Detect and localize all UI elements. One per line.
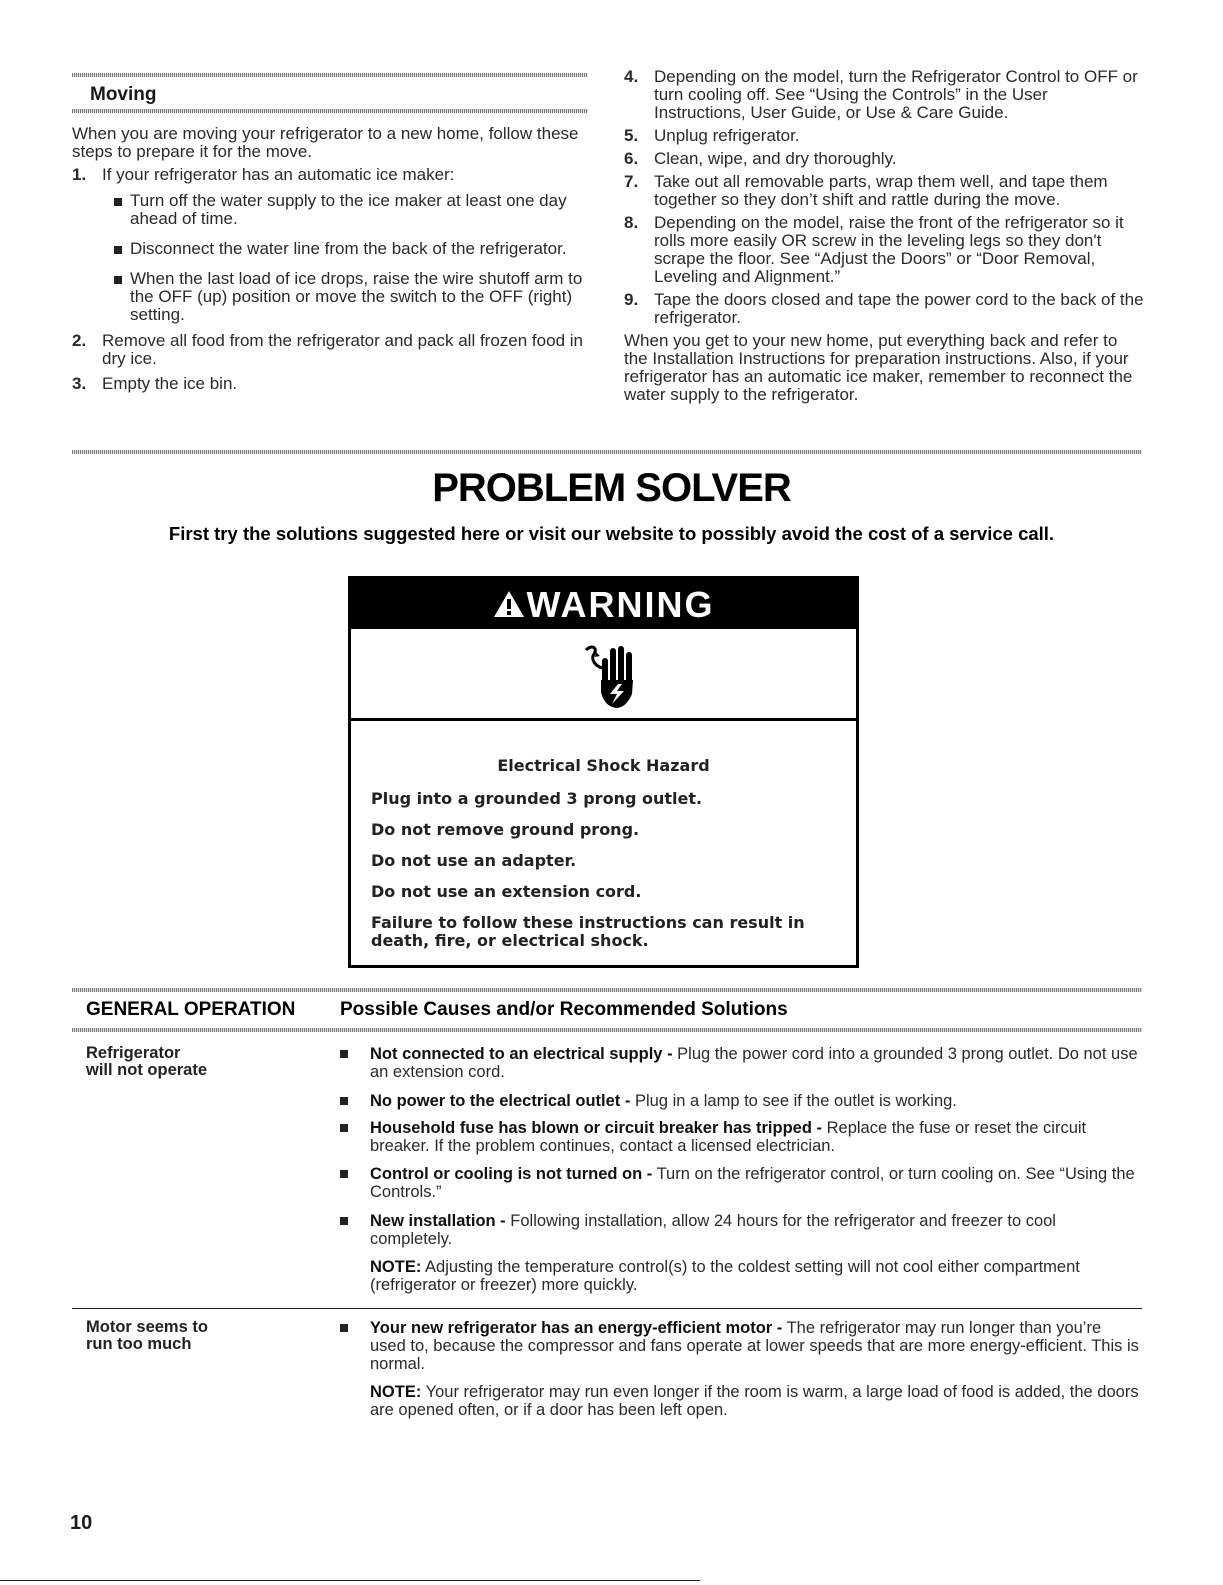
moving-step bbox=[624, 127, 1144, 145]
page-number: 10 bbox=[70, 1512, 93, 1534]
warning-header bbox=[351, 579, 856, 629]
step-text: Depending on the model, raise the front of the refrigerator so it rolls more easily OR screw in the leveling legs so they don't scrape the floor. See “Adjust the Doors” or “Door Removal, Leveling and Alignment.” bbox=[654, 213, 1124, 286]
page-title: PROBLEM SOLVER bbox=[432, 466, 791, 510]
step-text: Remove all food from the refrigerator and pack all frozen food in dry ice. bbox=[102, 331, 583, 368]
moving-intro: When you are moving your refrigerator to a new home, follow these steps to prepare it for the move. bbox=[72, 124, 579, 161]
step-text: Depending on the model, turn the Refrigerator Control to OFF or turn cooling off. See “Using the Controls” in the User Instructions, User Guide, or Use & Care Guide. bbox=[654, 67, 1138, 122]
step-text: Clean, wipe, and dry thoroughly. bbox=[654, 149, 897, 168]
solution-item bbox=[340, 1319, 1140, 1373]
bullet-text: When the last load of ice drops, raise the wire shutoff arm to the OFF (up) position or move the switch to the OFF (right) setting. bbox=[130, 269, 583, 324]
column-header-general-operation: GENERAL OPERATION bbox=[86, 999, 296, 1020]
solution-cause: No power to the electrical outlet - bbox=[370, 1092, 631, 1110]
solution-note bbox=[340, 1258, 1140, 1294]
bullet-square-icon bbox=[340, 1170, 348, 1178]
moving-step bbox=[624, 68, 1144, 122]
bullet-square-icon bbox=[340, 1217, 348, 1225]
solution-text: The refrigerator may run longer than you’re used to, because the compressor and fans operate at lower speeds that are more energy-efficient. This is normal. bbox=[370, 1319, 1139, 1373]
problem-line: Motor seems to bbox=[86, 1318, 208, 1336]
problem-solver-rule bbox=[72, 450, 1142, 454]
moving-step bbox=[624, 173, 1144, 209]
solution-item bbox=[340, 1045, 1140, 1081]
bullet-square-icon bbox=[340, 1050, 348, 1058]
page-subtitle: First try the solutions suggested here or visit our website to possibly avoid the cost of a service call. bbox=[168, 523, 1055, 544]
problem-label bbox=[86, 1045, 207, 1079]
bullet-square-icon bbox=[114, 276, 122, 284]
solution-cause: Not connected to an electrical supply - bbox=[370, 1045, 673, 1063]
note-text: Adjusting the temperature control(s) to the coldest setting will not cool either compartment (refrigerator or freezer) more quickly. bbox=[370, 1258, 1080, 1294]
warning-divider bbox=[351, 718, 856, 721]
warning-line: Plug into a grounded 3 prong outlet. bbox=[371, 789, 703, 808]
problem-label bbox=[86, 1319, 208, 1353]
note-text: Your refrigerator may run even longer if the room is warm, a large load of food is added, the doors are opened often, or if a door has been left open. bbox=[370, 1383, 1139, 1419]
bullet-square-icon bbox=[340, 1124, 348, 1132]
solution-text: Replace the fuse or reset the circuit breaker. If the problem continues, contact a licensed electrician. bbox=[370, 1119, 1087, 1155]
warning-failure: Failure to follow these instructions can result in death, fire, or electrical shock. bbox=[371, 913, 805, 950]
solution-item bbox=[340, 1165, 1140, 1201]
moving-closing: When you get to your new home, put everything back and refer to the Installation Instructions for preparation instructions. Also, if your refrigerator has an automatic ice maker, remember to reconnect the water supply to the refrigerator. bbox=[624, 331, 1133, 404]
ice-maker-bullet bbox=[72, 192, 592, 228]
solution-item bbox=[340, 1212, 1140, 1248]
moving-left-column bbox=[72, 125, 592, 393]
warning-line: Do not use an extension cord. bbox=[371, 882, 642, 901]
moving-step bbox=[72, 166, 592, 184]
column-header-solutions: Possible Causes and/or Recommended Solutions bbox=[340, 999, 788, 1020]
step-text: Empty the ice bin. bbox=[102, 374, 238, 393]
step-number: 4. bbox=[624, 67, 639, 86]
step-text: Unplug refrigerator. bbox=[654, 126, 800, 145]
step-text: Tape the doors closed and tape the power cord to the back of the refrigerator. bbox=[654, 290, 1144, 327]
row-divider bbox=[72, 1308, 1142, 1309]
problem-line: run too much bbox=[86, 1335, 192, 1353]
warning-hazard: Electrical Shock Hazard bbox=[497, 756, 710, 775]
solution-text: Following installation, allow 24 hours for the refrigerator and freezer to cool completely. bbox=[370, 1212, 1056, 1248]
electric-shock-hand-icon bbox=[582, 636, 642, 710]
page-bottom-rule bbox=[0, 1580, 700, 1581]
problem-line: Refrigerator bbox=[86, 1044, 181, 1062]
moving-step bbox=[624, 214, 1144, 286]
bullet-text: Disconnect the water line from the back of the refrigerator. bbox=[130, 239, 567, 258]
solution-cause: Household fuse has blown or circuit breaker has tripped - bbox=[370, 1119, 823, 1137]
ice-maker-bullet bbox=[72, 270, 592, 324]
solution-item bbox=[340, 1119, 1140, 1155]
moving-step bbox=[72, 375, 592, 393]
moving-heading: Moving bbox=[90, 84, 157, 105]
note-label: NOTE: bbox=[370, 1383, 422, 1401]
solution-text: Plug the power cord into a grounded 3 prong outlet. Do not use an extension cord. bbox=[370, 1045, 1138, 1081]
ice-maker-bullet bbox=[72, 240, 592, 258]
moving-top-rule bbox=[72, 73, 588, 77]
solution-item bbox=[340, 1092, 1140, 1110]
bullet-square-icon bbox=[340, 1324, 348, 1332]
solution-note bbox=[340, 1383, 1140, 1419]
step-number: 5. bbox=[624, 126, 639, 145]
step-number: 6. bbox=[624, 149, 639, 168]
bullet-square-icon bbox=[114, 198, 122, 206]
solution-text: Plug in a lamp to see if the outlet is working. bbox=[630, 1092, 957, 1110]
step-text: If your refrigerator has an automatic ice maker: bbox=[102, 165, 455, 184]
warning-line: Do not remove ground prong. bbox=[371, 820, 640, 839]
note-label: NOTE: bbox=[370, 1258, 422, 1276]
step-number: 1. bbox=[72, 165, 87, 184]
bullet-square-icon bbox=[114, 246, 122, 254]
moving-step bbox=[624, 150, 1144, 168]
warning-label: WARNING bbox=[526, 584, 715, 625]
solution-cause: New installation - bbox=[370, 1212, 506, 1230]
solution-cause: Control or cooling is not turned on - bbox=[370, 1165, 653, 1183]
step-number: 2. bbox=[72, 331, 87, 350]
moving-right-column bbox=[624, 68, 1144, 404]
solution-text: Turn on the refrigerator control, or turn cooling on. See “Using the Controls.” bbox=[370, 1165, 1135, 1201]
warning-line: Do not use an adapter. bbox=[371, 851, 577, 870]
table-top-rule bbox=[72, 988, 1142, 992]
step-number: 9. bbox=[624, 290, 639, 309]
moving-step bbox=[72, 332, 592, 368]
bullet-text: Turn off the water supply to the ice maker at least one day ahead of time. bbox=[130, 191, 567, 228]
warning-box bbox=[348, 576, 859, 968]
table-header-rule bbox=[72, 1028, 1142, 1032]
moving-step bbox=[624, 291, 1144, 327]
bullet-square-icon bbox=[340, 1097, 348, 1105]
warning-triangle-icon bbox=[493, 590, 525, 618]
solution-cause: Your new refrigerator has an energy-efficient motor - bbox=[370, 1319, 783, 1337]
problem-line: will not operate bbox=[86, 1061, 208, 1079]
step-number: 3. bbox=[72, 374, 87, 393]
step-text: Take out all removable parts, wrap them well, and tape them together so they don’t shift and rattle during the move. bbox=[654, 172, 1108, 209]
moving-bottom-rule bbox=[72, 109, 588, 113]
step-number: 7. bbox=[624, 172, 639, 191]
step-number: 8. bbox=[624, 213, 639, 232]
